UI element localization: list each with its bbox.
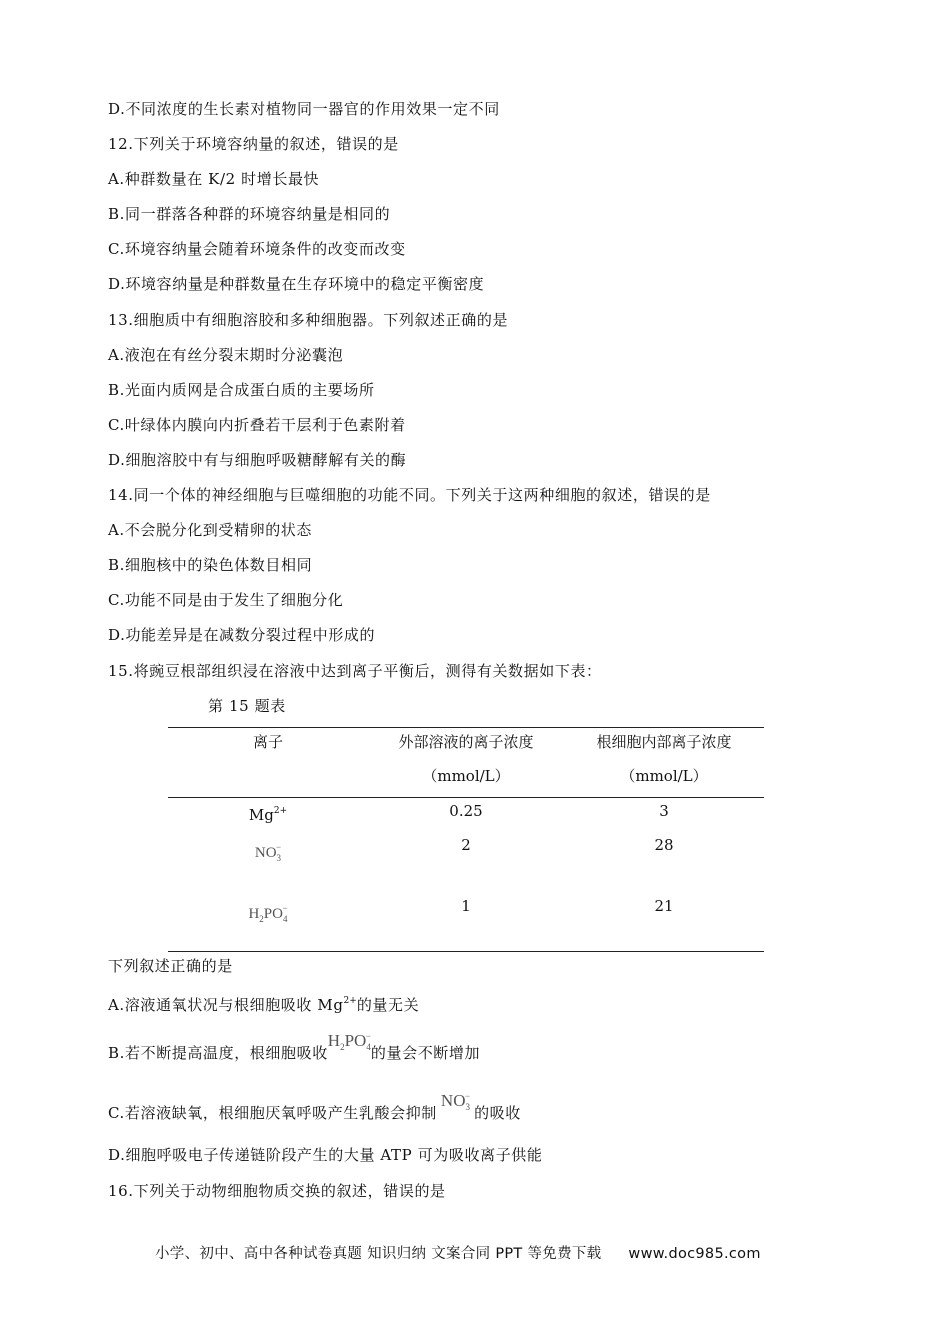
table-row-ion-mg: $Mg^{2+}$ (248, 806, 288, 824)
table-row-h2po4-external: 1 (461, 897, 471, 915)
table-row-no3-internal: 28 (654, 836, 674, 854)
table-header-internal-unit: （mmol/L） (620, 767, 708, 785)
table-row-no3-external: 2 (461, 836, 471, 854)
option-13d: D.细胞溶胶中有与细胞呼吸糖酵解有关的酶 (108, 451, 407, 469)
question-16: 16.下列关于动物细胞物质交换的叙述，错误的是 (108, 1182, 446, 1200)
option-15c: C.若溶液缺氧，根细胞厌氧呼吸产生乳酸会抑制$NO_3^-$的吸收 (108, 1091, 521, 1122)
table-row-ion-no3: $NO_3^-$ (254, 842, 282, 863)
table-row-mg-internal: 3 (659, 802, 669, 820)
table-header-rule (168, 797, 764, 798)
option-15d: D.细胞呼吸电子传递链阶段产生的大量 ATP 可为吸收离子供能 (108, 1146, 543, 1164)
table-bottom-rule (168, 951, 764, 952)
question-13: 13.细胞质中有细胞溶胶和多种细胞器。下列叙述正确的是 (108, 311, 509, 329)
option-12b: B.同一群落各种群的环境容纳量是相同的 (108, 205, 391, 223)
table-caption: 第 15 题表 (208, 697, 286, 715)
option-14d: D.功能差异是在减数分裂过程中形成的 (108, 626, 376, 644)
h2po4-formula: $H_2PO_4^-$ (327, 1031, 371, 1052)
footer-text: 小学、初中、高中各种试卷真题 知识归纳 文案合同 PPT 等免费下载 (155, 1246, 602, 1262)
option-15b: B.若不断提高温度，根细胞吸收$H_2PO_4^-$的量会不断增加 (108, 1031, 481, 1062)
question-15-prompt: 下列叙述正确的是 (108, 957, 233, 975)
option-14c: C.功能不同是由于发生了细胞分化 (108, 591, 344, 609)
table-top-rule (168, 727, 764, 728)
no3-formula: $NO_3^-$ (440, 1091, 471, 1112)
option-12a: A.种群数量在 K/2 时增长最快 (108, 170, 320, 188)
option-14b: B.细胞核中的染色体数目相同 (108, 556, 313, 574)
option-11d: D.不同浓度的生长素对植物同一器官的作用效果一定不同 (108, 100, 500, 118)
table-row-mg-external: 0.25 (449, 802, 483, 820)
table-row-h2po4-internal: 21 (654, 897, 674, 915)
table-row-ion-h2po4: $H_2PO_4^-$ (248, 903, 288, 924)
option-13b: B.光面内质网是合成蛋白质的主要场所 (108, 381, 375, 399)
table-header-external-unit: （mmol/L） (422, 767, 510, 785)
option-13a: A.液泡在有丝分裂末期时分泌囊泡 (108, 346, 344, 364)
option-14a: A.不会脱分化到受精卵的状态 (108, 521, 313, 539)
option-15a: A.溶液通氧状况与根细胞吸收 $Mg^{2+}$的量无关 (108, 996, 420, 1014)
question-12: 12.下列关于环境容纳量的叙述，错误的是 (108, 135, 399, 153)
option-12d: D.环境容纳量是种群数量在生存环境中的稳定平衡密度 (108, 275, 485, 293)
option-13c: C.叶绿体内膜向内折叠若干层利于色素附着 (108, 416, 406, 434)
question-14: 14.同一个体的神经细胞与巨噬细胞的功能不同。下列关于这两种细胞的叙述，错误的是 (108, 486, 711, 504)
table-header-ion: 离子 (252, 733, 283, 751)
footer-link[interactable]: www.doc985.com (628, 1246, 761, 1262)
question-15: 15.将豌豆根部组织浸在溶液中达到离子平衡后，测得有关数据如下表： (108, 662, 602, 680)
table-header-external: 外部溶液的离子浓度 (398, 733, 534, 751)
table-header-internal: 根细胞内部离子浓度 (596, 733, 732, 751)
option-12c: C.环境容纳量会随着环境条件的改变而改变 (108, 240, 406, 258)
footer-banner (155, 1243, 761, 1265)
